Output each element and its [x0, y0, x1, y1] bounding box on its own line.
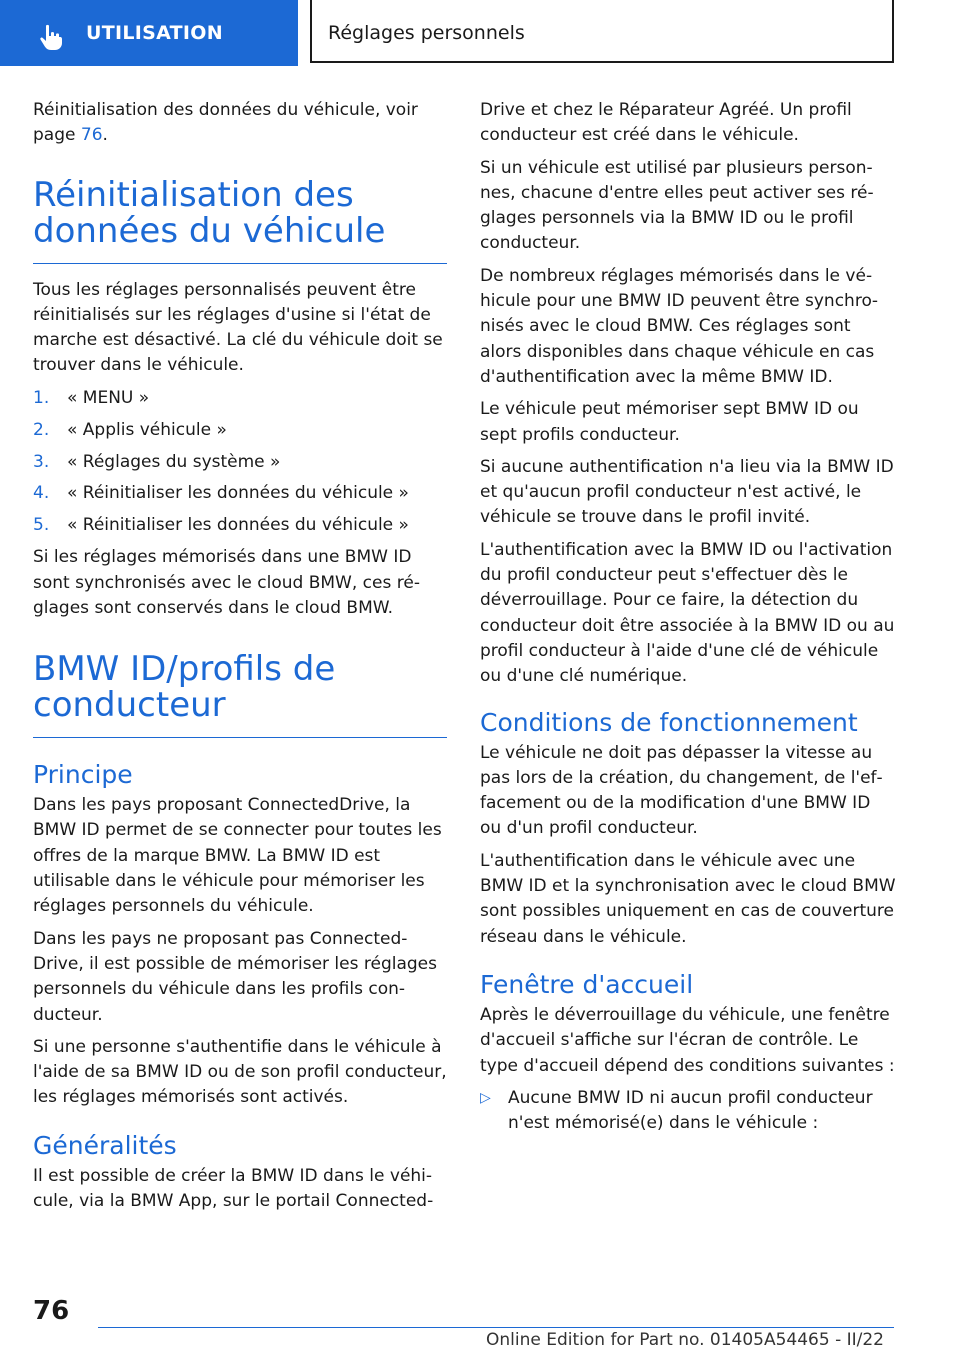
- intro-paragraph: Réinitialisation des données du véhicule, voir page 76.: [33, 100, 418, 146]
- heading-reset: Réinitialisation des données du véhicule: [33, 177, 447, 264]
- header-title-box: [310, 0, 894, 63]
- paragraph-principe-2: Dans les pays ne proposant pas ConnectedDrive, il est possible de mémoriser les réglages personnels du véhicule dans les profils conducteur.: [33, 928, 437, 1025]
- bullet-list: [480, 1086, 896, 1137]
- paragraph-r7: Le véhicule ne doit pas dépasser la vitesse au pas lors de la création, du changement, de l'effacement ou de la modification d'une BMW ID ou d'un profil conducteur.: [480, 742, 883, 839]
- list-item: ▷ Aucune BMW ID ni aucun profil conducteur n'est mémorisé(e) dans le véhicule :: [480, 1086, 896, 1137]
- list-item: 4. « Réinitialiser les données du véhicule »: [33, 483, 409, 504]
- heading-profiles: BMW ID/profils de conducteur: [33, 651, 447, 738]
- header-section-tab: [0, 0, 298, 66]
- paragraph-generalites: Il est possible de créer la BMW ID dans le véhicule, via la BMW App, sur le portail Connected-: [33, 1165, 434, 1211]
- heading-conditions: Conditions de fonctionnement: [480, 707, 858, 737]
- hand-pointer-icon: [36, 22, 66, 52]
- list-item: 2. « Applis véhicule »: [33, 419, 227, 440]
- right-column: [480, 98, 896, 1136]
- paragraph-principe-3: Si une personne s'authentifie dans le véhicule à l'aide de sa BMW ID ou de son profil conducteur, les réglages mémorisés sont activés.: [33, 1036, 447, 1108]
- list-item: 5. « Réinitialiser les données du véhicule »: [33, 515, 409, 536]
- header-title: Réglages personnels: [328, 22, 525, 44]
- left-column: [33, 98, 447, 1221]
- steps-list: [33, 386, 447, 539]
- header-section-label: UTILISATION: [86, 22, 223, 44]
- triangle-bullet-icon: ▷: [480, 1089, 491, 1106]
- page-number: 76: [33, 1296, 70, 1326]
- heading-principe: Principe: [33, 760, 133, 790]
- paragraph-r5: Si aucune authentification n'a lieu via la BMW ID et qu'aucun profil conducteur n'est activé, le véhicule se trouve dans le profil invité.: [480, 456, 894, 528]
- paragraph-r9: Après le déverrouillage du véhicule, une fenêtre d'accueil s'affiche sur l'écran de contrôle. Le type d'accueil dépend des conditions suivantes :: [480, 1004, 895, 1076]
- paragraph-r2: Si un véhicule est utilisé par plusieurs personnes, chacune d'entre elles peut activer ses réglages personnels via la BMW ID ou le profil conducteur.: [480, 157, 874, 254]
- footer-edition: Online Edition for Part no. 01405A54465 - II/22: [485, 1330, 884, 1350]
- paragraph-r4: Le véhicule peut mémoriser sept BMW ID ou sept profils conducteur.: [480, 399, 859, 445]
- heading-accueil: Fenêtre d'accueil: [480, 969, 694, 999]
- paragraph-r8: L'authentification dans le véhicule avec une BMW ID et la synchronisation avec le cloud BMW sont possibles uniquement en cas de couverture réseau dans le véhicule.: [480, 850, 896, 947]
- heading-generalites: Généralités: [33, 1130, 177, 1160]
- paragraph-reset: Tous les réglages personnalisés peuvent être réinitialisés sur les réglages d'usine si l'état de marche est désactivé. La clé du véhicule doit se trouver dans le véhicule.: [33, 279, 443, 376]
- paragraph-r6: L'authentification avec la BMW ID ou l'activation du profil conducteur peut s'effectuer dès le déverrouillage. Pour ce faire, la détection du conducteur doit être associée à la BMW ID ou au profil conducteur à l'aide d'une clé de véhicule ou d'une clé numérique.: [480, 539, 895, 687]
- paragraph-r3: De nombreux réglages mémorisés dans le véhicule pour une BMW ID peuvent être synchronisés avec le cloud BMW. Ces réglages sont alors disponibles dans chaque véhicule en cas d'authentification avec la même BMW ID.: [480, 265, 878, 387]
- page-link[interactable]: 76: [80, 125, 103, 146]
- paragraph-r1: Drive et chez le Réparateur Agréé. Un profil conducteur est créé dans le véhicule.: [480, 100, 852, 146]
- list-item: 3. « Réglages du système »: [33, 451, 281, 472]
- paragraph-sync: Si les réglages mémorisés dans une BMW ID sont synchronisés avec le cloud BMW, ces réglages sont conservés dans le cloud BMW.: [33, 547, 420, 618]
- footer-divider: [98, 1327, 894, 1328]
- list-item: 1. « MENU »: [33, 387, 150, 408]
- paragraph-principe-1: Dans les pays proposant ConnectedDrive, la BMW ID permet de se connecter pour toutes les offres de la marque BMW. La BMW ID est utilisable dans le véhicule pour mémoriser les réglages personnels du véhicule.: [33, 795, 442, 917]
